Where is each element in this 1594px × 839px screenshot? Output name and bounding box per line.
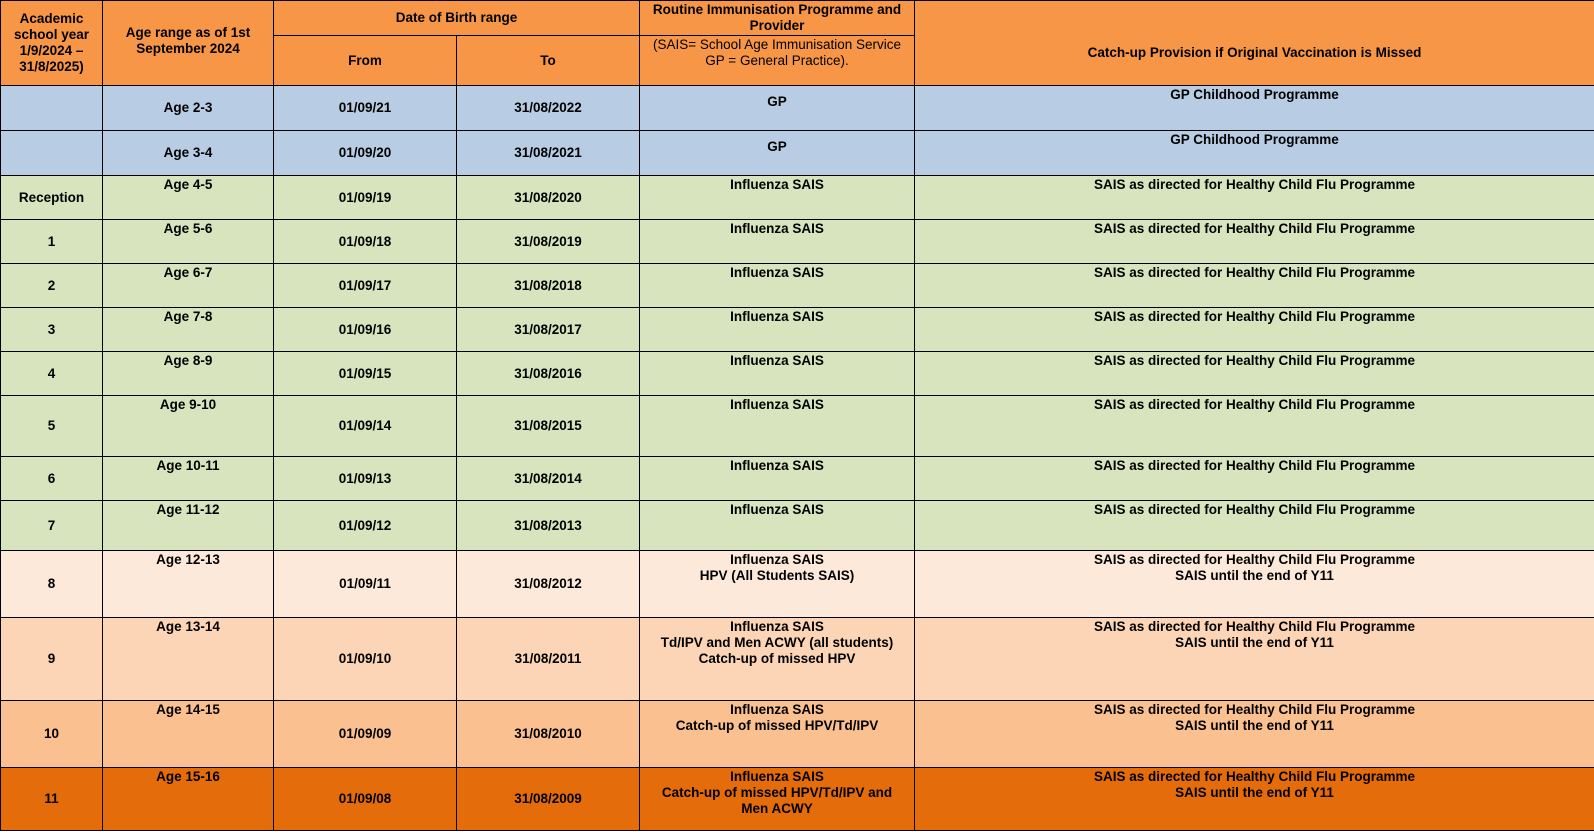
age-range-cell: Age 10-11 <box>103 457 274 501</box>
academic-year-cell: Reception <box>1 176 103 220</box>
table-row <box>1 618 1594 701</box>
catchup-cell <box>915 701 1594 768</box>
catchup-cell-line: SAIS as directed for Healthy Child Flu Programme <box>1093 397 1416 412</box>
table-row <box>1 131 1594 176</box>
academic-year-cell <box>1 131 103 176</box>
dob-to-cell: 31/08/2011 <box>457 618 640 701</box>
academic-year-cell: 3 <box>1 308 103 352</box>
catchup-cell-line: SAIS as directed for Healthy Child Flu Programme <box>1093 353 1416 368</box>
programme-cell <box>640 768 915 831</box>
programme-cell <box>640 701 915 768</box>
dob-to-cell: 31/08/2014 <box>457 457 640 501</box>
age-range-cell: Age 12-13 <box>103 551 274 618</box>
programme-cell-line: Influenza SAIS <box>730 702 824 717</box>
catchup-cell-line: SAIS as directed for Healthy Child Flu Programme <box>1093 502 1416 517</box>
programme-cell-line: Influenza SAIS <box>730 502 824 517</box>
dob-from-cell: 01/09/13 <box>274 457 457 501</box>
dob-to-cell: 31/08/2019 <box>457 220 640 264</box>
programme-cell-line: GP <box>767 94 787 109</box>
dob-to-cell: 31/08/2018 <box>457 264 640 308</box>
programme-cell-line: Td/IPV and Men ACWY (all students) <box>660 635 894 650</box>
programme-cell-line: Influenza SAIS <box>730 458 824 473</box>
age-range-cell: Age 6-7 <box>103 264 274 308</box>
catchup-cell <box>915 501 1594 551</box>
dob-from-cell: 01/09/11 <box>274 551 457 618</box>
header-from: From <box>274 36 457 86</box>
programme-cell <box>640 396 915 457</box>
programme-cell <box>640 352 915 396</box>
programme-cell <box>640 457 915 501</box>
header-age-range: Age range as of 1st September 2024 <box>103 1 274 86</box>
catchup-cell-line: SAIS as directed for Healthy Child Flu Programme <box>1093 177 1416 192</box>
academic-year-cell: 4 <box>1 352 103 396</box>
catchup-cell <box>915 264 1594 308</box>
catchup-cell-line: SAIS as directed for Healthy Child Flu Programme <box>1093 769 1416 784</box>
programme-cell <box>640 308 915 352</box>
programme-cell-line: Influenza SAIS <box>730 552 824 567</box>
catchup-cell <box>915 308 1594 352</box>
catchup-cell-line: SAIS as directed for Healthy Child Flu Programme <box>1093 619 1416 634</box>
academic-year-cell: 9 <box>1 618 103 701</box>
catchup-cell-line: GP Childhood Programme <box>1170 87 1339 102</box>
programme-cell-line: GP <box>767 139 787 154</box>
programme-cell <box>640 264 915 308</box>
academic-year-cell: 5 <box>1 396 103 457</box>
catchup-cell <box>915 220 1594 264</box>
programme-note-sais: (SAIS= School Age Immunisation Service <box>653 37 902 52</box>
dob-to-cell: 31/08/2009 <box>457 768 640 831</box>
catchup-cell-line: SAIS as directed for Healthy Child Flu Programme <box>1093 221 1416 236</box>
programme-cell-line: Influenza SAIS <box>730 177 824 192</box>
header-dob-range: Date of Birth range <box>274 1 640 36</box>
catchup-cell <box>915 768 1594 831</box>
catchup-cell-line: SAIS as directed for Healthy Child Flu Programme <box>1093 458 1416 473</box>
academic-year-cell: 1 <box>1 220 103 264</box>
academic-year-cell: 8 <box>1 551 103 618</box>
table-row <box>1 551 1594 618</box>
dob-from-cell: 01/09/09 <box>274 701 457 768</box>
programme-cell-line: Influenza SAIS <box>730 353 824 368</box>
dob-to-cell: 31/08/2022 <box>457 86 640 131</box>
programme-cell <box>640 176 915 220</box>
programme-cell-line: Influenza SAIS <box>730 769 824 784</box>
programme-cell-line: Men ACWY <box>741 801 813 816</box>
header-programme-note <box>640 36 915 86</box>
table-row <box>1 352 1594 396</box>
programme-cell-line: Influenza SAIS <box>730 221 824 236</box>
dob-to-cell: 31/08/2015 <box>457 396 640 457</box>
catchup-cell-line: SAIS until the end of Y11 <box>1175 718 1334 733</box>
programme-note-gp: GP = General Practice). <box>705 53 849 68</box>
age-range-cell: Age 8-9 <box>103 352 274 396</box>
programme-cell <box>640 618 915 701</box>
catchup-cell-line: SAIS until the end of Y11 <box>1175 635 1334 650</box>
catchup-cell <box>915 352 1594 396</box>
programme-cell <box>640 220 915 264</box>
catchup-cell <box>915 396 1594 457</box>
catchup-cell <box>915 176 1594 220</box>
catchup-cell-line: SAIS until the end of Y11 <box>1175 785 1334 800</box>
programme-cell-line: Catch-up of missed HPV <box>698 651 856 666</box>
dob-to-cell: 31/08/2017 <box>457 308 640 352</box>
dob-from-cell: 01/09/18 <box>274 220 457 264</box>
dob-from-cell: 01/09/20 <box>274 131 457 176</box>
dob-from-cell: 01/09/19 <box>274 176 457 220</box>
dob-from-cell: 01/09/12 <box>274 501 457 551</box>
programme-cell <box>640 501 915 551</box>
programme-cell-line: Influenza SAIS <box>730 265 824 280</box>
catchup-cell-line: GP Childhood Programme <box>1170 132 1339 147</box>
table-body <box>1 86 1594 831</box>
catchup-cell <box>915 551 1594 618</box>
dob-from-cell: 01/09/14 <box>274 396 457 457</box>
programme-cell <box>640 131 915 176</box>
catchup-cell-line: SAIS as directed for Healthy Child Flu Programme <box>1093 552 1416 567</box>
age-range-cell: Age 5-6 <box>103 220 274 264</box>
age-range-cell: Age 2-3 <box>103 86 274 131</box>
programme-cell-line: Influenza SAIS <box>730 619 824 634</box>
dob-from-cell: 01/09/15 <box>274 352 457 396</box>
dob-from-cell: 01/09/16 <box>274 308 457 352</box>
dob-from-cell: 01/09/10 <box>274 618 457 701</box>
academic-year-cell: 11 <box>1 768 103 831</box>
catchup-cell <box>915 86 1594 131</box>
table-row <box>1 308 1594 352</box>
academic-year-cell: 7 <box>1 501 103 551</box>
dob-from-cell: 01/09/21 <box>274 86 457 131</box>
academic-year-cell: 6 <box>1 457 103 501</box>
catchup-cell <box>915 618 1594 701</box>
age-range-cell: Age 14-15 <box>103 701 274 768</box>
age-range-cell: Age 13-14 <box>103 618 274 701</box>
age-range-cell: Age 4-5 <box>103 176 274 220</box>
dob-to-cell: 31/08/2020 <box>457 176 640 220</box>
dob-from-cell: 01/09/17 <box>274 264 457 308</box>
programme-cell-line: Catch-up of missed HPV/Td/IPV <box>675 718 879 733</box>
programme-cell-line: Influenza SAIS <box>730 397 824 412</box>
header-programme: Routine Immunisation Programme and Provider <box>640 1 915 36</box>
programme-cell <box>640 86 915 131</box>
header-to: To <box>457 36 640 86</box>
table-row <box>1 457 1594 501</box>
age-range-cell: Age 3-4 <box>103 131 274 176</box>
dob-to-cell: 31/08/2013 <box>457 501 640 551</box>
table-row <box>1 220 1594 264</box>
dob-to-cell: 31/08/2016 <box>457 352 640 396</box>
catchup-cell-line: SAIS until the end of Y11 <box>1175 568 1334 583</box>
dob-to-cell: 31/08/2021 <box>457 131 640 176</box>
age-range-cell: Age 7-8 <box>103 308 274 352</box>
catchup-cell-line: SAIS as directed for Healthy Child Flu Programme <box>1093 309 1416 324</box>
header-academic-year: Academic school year 1/9/2024 – 31/8/2025) <box>1 1 103 86</box>
academic-year-cell: 10 <box>1 701 103 768</box>
dob-to-cell: 31/08/2010 <box>457 701 640 768</box>
header-catchup: Catch-up Provision if Original Vaccination is Missed <box>915 1 1594 86</box>
catchup-cell-line: SAIS as directed for Healthy Child Flu Programme <box>1093 702 1416 717</box>
table-row <box>1 768 1594 831</box>
table-row <box>1 176 1594 220</box>
age-range-cell: Age 15-16 <box>103 768 274 831</box>
catchup-cell-line: SAIS as directed for Healthy Child Flu Programme <box>1093 265 1416 280</box>
table-row <box>1 396 1594 457</box>
programme-cell-line: Catch-up of missed HPV/Td/IPV and <box>661 785 893 800</box>
table-row <box>1 501 1594 551</box>
dob-from-cell: 01/09/08 <box>274 768 457 831</box>
table-row <box>1 264 1594 308</box>
academic-year-cell: 2 <box>1 264 103 308</box>
catchup-cell <box>915 457 1594 501</box>
table-row <box>1 701 1594 768</box>
academic-year-cell <box>1 86 103 131</box>
programme-cell-line: HPV (All Students SAIS) <box>699 568 855 583</box>
dob-to-cell: 31/08/2012 <box>457 551 640 618</box>
age-range-cell: Age 11-12 <box>103 501 274 551</box>
table-row <box>1 86 1594 131</box>
catchup-cell <box>915 131 1594 176</box>
age-range-cell: Age 9-10 <box>103 396 274 457</box>
programme-cell-line: Influenza SAIS <box>730 309 824 324</box>
programme-cell <box>640 551 915 618</box>
